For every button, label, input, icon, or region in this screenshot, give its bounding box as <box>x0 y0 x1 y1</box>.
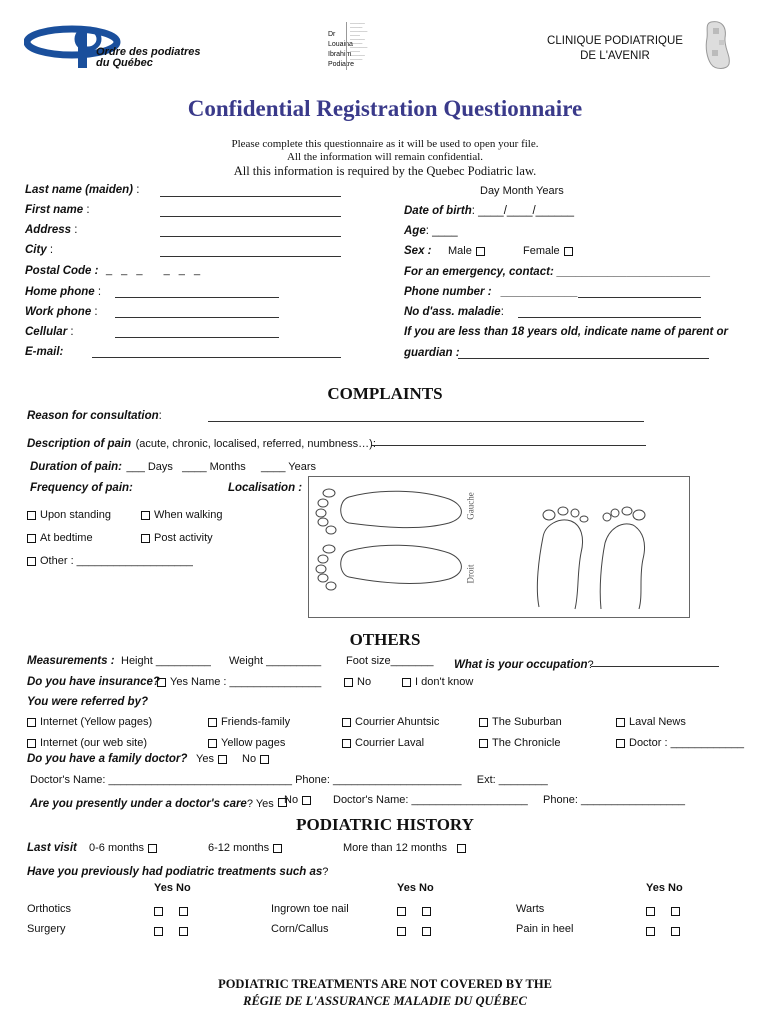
postal-code-field[interactable]: _ _ _ _ _ _ <box>106 264 204 276</box>
measurements-label: Measurements : <box>27 655 115 667</box>
doctor-info-row[interactable]: Doctor's Name: ______________________________ Phone: _____________________ Ext: ________ <box>30 774 548 786</box>
sex-male-checkbox[interactable] <box>476 247 485 256</box>
order-name-line1: Ordre des podiatres <box>96 46 201 58</box>
age-label: Age: ____ <box>404 225 458 237</box>
ref-internet-web-option[interactable]: Internet (our web site) <box>27 737 147 749</box>
no-ass-label: No d'ass. maladie: <box>404 306 504 318</box>
clinic-name-line1: CLINIQUE PODIATRIQUE <box>547 35 683 47</box>
under-care-no-option[interactable]: No <box>284 794 311 806</box>
other-option[interactable]: Other : ___________________ <box>27 555 193 567</box>
first-name-field[interactable] <box>160 216 341 217</box>
surgery-checkboxes[interactable] <box>154 923 192 941</box>
lv-6-12-checkbox[interactable] <box>273 844 282 853</box>
warts-label: Warts <box>516 903 545 915</box>
occupation-label: What is your occupation? <box>454 659 594 671</box>
corn-label: Corn/Callus <box>271 923 329 935</box>
orthotics-no-checkbox[interactable] <box>179 907 188 916</box>
complaints-heading: COMPLAINTS <box>327 384 443 403</box>
no-ass-field[interactable] <box>518 317 701 318</box>
intro-line1: Please complete this questionnaire as it will be used to open your file. <box>231 138 539 150</box>
ref-courrier-ahuntsic-checkbox[interactable] <box>342 718 351 727</box>
ref-chronicle-option[interactable]: The Chronicle <box>479 737 560 749</box>
frequency-label: Frequency of pain: <box>30 482 133 494</box>
phone-number-field[interactable] <box>578 297 701 298</box>
foot-size-field[interactable]: Foot size_______ <box>346 655 434 667</box>
doctor-title: Dr <box>328 31 336 38</box>
other-checkbox[interactable] <box>27 557 36 566</box>
intro-line3: All this information is required by the Quebec Podiatric law. <box>233 164 537 178</box>
home-phone-field[interactable] <box>115 297 279 298</box>
ingrown-checkboxes[interactable] <box>397 903 435 921</box>
email-field[interactable] <box>92 357 341 358</box>
home-phone-label: Home phone : <box>25 286 102 298</box>
cellular-label: Cellular : <box>25 326 74 338</box>
postal-code-label: Postal Code : <box>25 265 99 277</box>
foot-diagram[interactable] <box>308 476 690 618</box>
ref-internet-web-checkbox[interactable] <box>27 739 36 748</box>
order-name <box>96 47 201 69</box>
family-doctor-yes-checkbox[interactable] <box>218 755 227 764</box>
ingrown-no-checkbox[interactable] <box>422 907 431 916</box>
family-doctor-yes-option[interactable]: Yes <box>196 753 227 765</box>
surgery-yes-checkbox[interactable] <box>154 927 163 936</box>
foot-label-droit: Droit <box>465 564 476 584</box>
warts-no-checkbox[interactable] <box>671 907 680 916</box>
insurance-no-option[interactable]: No <box>344 676 371 688</box>
when-walking-option[interactable]: When walking <box>141 509 222 521</box>
heel-label: Pain in heel <box>516 923 574 935</box>
ref-laval-news-checkbox[interactable] <box>616 718 625 727</box>
date-header: Day Month Years <box>480 185 564 197</box>
ref-chronicle-checkbox[interactable] <box>479 739 488 748</box>
reason-field[interactable] <box>208 421 644 422</box>
intro-line2: All the information will remain confidential. <box>286 151 484 163</box>
ref-laval-news-option[interactable]: Laval News <box>616 716 686 728</box>
last-name-label: Last name (maiden) : <box>25 184 140 196</box>
city-label: City : <box>25 244 54 256</box>
doctor-fine-print: ────── ───── ─────── ──── ────── ───── ─────── ──── ────── ───── <box>346 22 392 70</box>
doctor-profession: Podiatre <box>328 61 355 68</box>
upon-standing-checkbox[interactable] <box>27 511 36 520</box>
emergency-label: For an emergency, contact: ________________________ <box>404 266 711 278</box>
doctor-firstname: Louaina <box>328 41 353 48</box>
ref-yellow-pages-checkbox[interactable] <box>208 739 217 748</box>
insurance-yes-option[interactable]: Yes Name : _______________ <box>157 676 321 688</box>
previous-label: Have you previously had podiatric treatments such as? <box>27 866 329 878</box>
clinic-foot-image <box>697 18 739 72</box>
sex-female-checkbox[interactable] <box>564 247 573 256</box>
ref-courrier-ahuntsic-option[interactable]: Courrier Ahuntsic <box>342 716 439 728</box>
ref-courrier-laval-checkbox[interactable] <box>342 739 351 748</box>
last-name-field[interactable] <box>160 196 341 197</box>
yes-no-header-2: Yes No <box>397 882 434 894</box>
foot-diagram-drawing <box>309 477 689 617</box>
city-field[interactable] <box>160 256 341 257</box>
clinic-name <box>540 34 690 64</box>
under-care-row: Are you presently under a doctor's care? Yes <box>30 794 287 812</box>
work-phone-field[interactable] <box>115 317 279 318</box>
sex-label: Sex : <box>404 245 432 257</box>
corn-yes-checkbox[interactable] <box>397 927 406 936</box>
ingrown-yes-checkbox[interactable] <box>397 907 406 916</box>
clinic-name-line2: DE L'AVENIR <box>580 50 650 62</box>
address-field[interactable] <box>160 236 341 237</box>
sex-female-option[interactable]: Female <box>523 245 573 257</box>
ref-courrier-laval-option[interactable]: Courrier Laval <box>342 737 424 749</box>
cellular-field[interactable] <box>115 337 279 338</box>
email-label: E-mail: <box>25 346 64 358</box>
heel-no-checkbox[interactable] <box>671 927 680 936</box>
guardian-field[interactable] <box>458 358 709 359</box>
description-field[interactable] <box>372 445 646 446</box>
family-doctor-no-option[interactable]: No <box>242 753 269 765</box>
footer-line2: RÉGIE DE L'ASSURANCE MALADIE DU QUÉBEC <box>243 994 527 1008</box>
ref-yellow-pages-option[interactable]: Yellow pages <box>208 737 285 749</box>
insurance-no-checkbox[interactable] <box>344 678 353 687</box>
orthotics-checkboxes[interactable] <box>154 903 192 921</box>
yes-no-header-1: Yes No <box>154 882 191 894</box>
orthotics-yes-checkbox[interactable] <box>154 907 163 916</box>
family-doctor-label: Do you have a family doctor? <box>27 753 188 765</box>
duration-row: Duration of pain: ___ Days ____ Months ____ Years <box>30 461 317 473</box>
lv-12-checkbox[interactable] <box>457 844 466 853</box>
reason-label: Reason for consultation: <box>27 410 162 422</box>
ingrown-label: Ingrown toe nail <box>271 903 349 915</box>
surgery-label: Surgery <box>27 923 66 935</box>
warts-checkboxes[interactable] <box>646 903 684 921</box>
height-field[interactable]: Height _________ <box>121 655 211 667</box>
minor-line2: guardian : <box>404 347 460 359</box>
lv-0-6-checkbox[interactable] <box>148 844 157 853</box>
last-visit-label: Last visit <box>27 842 77 854</box>
order-name-line2: du Québec <box>96 57 153 69</box>
localisation-label: Localisation : <box>228 482 303 494</box>
clinic-foot-icon <box>697 18 739 72</box>
history-heading: PODIATRIC HISTORY <box>296 815 474 834</box>
referred-label: You were referred by? <box>27 696 149 708</box>
ref-internet-yp-option[interactable]: Internet (Yellow pages) <box>27 716 152 728</box>
under-care-no-checkbox[interactable] <box>302 796 311 805</box>
ref-internet-yp-checkbox[interactable] <box>27 718 36 727</box>
ref-doctor-checkbox[interactable] <box>616 739 625 748</box>
dob-label: Date of birth: ____/____/______ <box>404 205 575 217</box>
surgery-no-checkbox[interactable] <box>179 927 188 936</box>
ref-friends-option[interactable]: Friends-family <box>208 716 290 728</box>
first-name-label: First name : <box>25 204 90 216</box>
corn-no-checkbox[interactable] <box>422 927 431 936</box>
weight-field[interactable]: Weight _________ <box>229 655 322 667</box>
footer-line1: PODIATRIC TREATMENTS ARE NOT COVERED BY THE <box>218 977 552 991</box>
others-heading: OTHERS <box>349 630 421 649</box>
work-phone-label: Work phone : <box>25 306 98 318</box>
when-walking-checkbox[interactable] <box>141 511 150 520</box>
lv-6-12-option[interactable]: 6-12 months <box>208 842 282 854</box>
lv-0-6-option[interactable]: 0-6 months <box>89 842 157 854</box>
phone-number-label: Phone number : ____________ <box>404 286 578 298</box>
lv-12-option[interactable]: More than 12 months <box>343 842 466 854</box>
yes-no-header-3: Yes No <box>646 882 683 894</box>
ref-friends-checkbox[interactable] <box>208 718 217 727</box>
post-activity-checkbox[interactable] <box>141 534 150 543</box>
occupation-field[interactable] <box>591 666 719 667</box>
post-activity-option[interactable]: Post activity <box>141 532 213 544</box>
upon-standing-option[interactable]: Upon standing <box>27 509 111 521</box>
heel-checkboxes[interactable] <box>646 923 684 941</box>
orthotics-label: Orthotics <box>27 903 72 915</box>
description-label: Description of pain (acute, chronic, localised, referred, numbness…): <box>27 438 376 450</box>
insurance-dont-know-checkbox[interactable] <box>402 678 411 687</box>
page-title: Confidential Registration Questionnaire <box>187 96 583 121</box>
sex-male-option[interactable]: Male <box>448 245 485 257</box>
insurance-dont-know-option[interactable]: I don't know <box>402 676 473 688</box>
ref-doctor-option[interactable]: Doctor : ____________ <box>616 737 744 749</box>
corn-checkboxes[interactable] <box>397 923 435 941</box>
under-care-doctor-row[interactable]: Doctor's Name: ___________________ Phone: _________________ <box>333 794 685 806</box>
ref-suburban-option[interactable]: The Suburban <box>479 716 562 728</box>
warts-yes-checkbox[interactable] <box>646 907 655 916</box>
address-label: Address : <box>25 224 78 236</box>
insurance-label: Do you have insurance? <box>27 676 160 688</box>
doctor-lastname: Ibrahim <box>328 51 352 58</box>
foot-label-gauche: Gauche <box>465 492 476 520</box>
heel-yes-checkbox[interactable] <box>646 927 655 936</box>
at-bedtime-checkbox[interactable] <box>27 534 36 543</box>
family-doctor-no-checkbox[interactable] <box>260 755 269 764</box>
minor-line1: If you are less than 18 years old, indicate name of parent or <box>404 326 729 338</box>
insurance-yes-checkbox[interactable] <box>157 678 166 687</box>
at-bedtime-option[interactable]: At bedtime <box>27 532 93 544</box>
ref-suburban-checkbox[interactable] <box>479 718 488 727</box>
